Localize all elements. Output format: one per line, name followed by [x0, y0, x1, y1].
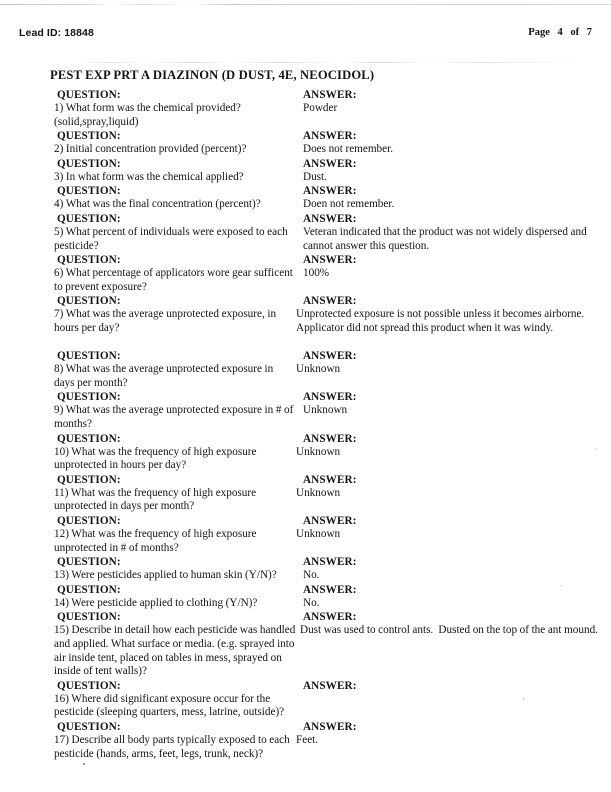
question-label: QUESTION:: [57, 350, 121, 363]
question-label: QUESTION:: [57, 583, 121, 596]
qa-block: [50, 679, 595, 720]
qa-block: [50, 129, 595, 157]
answer-label: ANSWER:: [303, 130, 357, 143]
qa-body-row: [50, 734, 595, 761]
qa-body-row: [50, 226, 595, 253]
qa-label-row: [50, 390, 595, 404]
answer-text: Unprotected exposure is not possible unless it becomes airborne. Applicator did not spread this product when it was windy.: [296, 308, 589, 334]
question-label: QUESTION:: [57, 130, 121, 143]
page-title: PEST EXP PRT A DIAZINON (D DUST, 4E, NEOCIDOL): [50, 68, 375, 82]
qa-label-row: [50, 349, 595, 363]
qa-block: [50, 253, 595, 294]
qa-block: [50, 349, 595, 390]
qa-label-row: [50, 88, 595, 102]
question-text: 10) What was the frequency of high exposure unprotected in hours per day?: [54, 445, 257, 472]
question-text: 11) What was the frequency of high exposure unprotected in days per month?: [54, 486, 257, 513]
question-text: 17) Describe all body parts typically exposed to each pesticide (hands, arms, feet, legs, trunk, neck)?: [54, 734, 290, 760]
question-label: QUESTION:: [57, 721, 121, 733]
question-text: 7) What was the average unprotected exposure, in hours per day?: [54, 308, 277, 334]
qa-body-row: [50, 198, 595, 212]
qa-label-row: [50, 583, 595, 597]
question-text: 9) What was the average unprotected exposure in # of months?: [54, 404, 294, 430]
question-label: QUESTION:: [57, 679, 121, 692]
qa-body-row: [50, 171, 595, 185]
answer-label: ANSWER:: [303, 89, 357, 101]
qa-label-row: [50, 294, 595, 308]
qa-block: [50, 720, 595, 761]
qa-block: [50, 157, 595, 185]
qa-label-row: [50, 432, 595, 446]
qa-block: [50, 583, 595, 611]
qa-label-row: [50, 514, 595, 528]
qa-block: [50, 514, 595, 555]
question-text: 15) Describe in detail how each pesticide was handled and applied. What surface or media. (e.g. sprayed into air inside tent, placed on tables in mess, sprayed on inside of tent walls)?: [54, 624, 296, 678]
question-text: 13) Were pesticides applied to human skin (Y/N)?: [54, 569, 277, 582]
qa-body-row: [50, 693, 595, 720]
qa-body-row: [50, 404, 595, 431]
answer-text: Dust.: [303, 170, 327, 183]
answer-text: Unknown: [296, 445, 341, 458]
qa-body-row: [50, 624, 598, 678]
qa-block: [50, 212, 595, 253]
question-label: QUESTION:: [57, 611, 121, 624]
qa-block: [50, 432, 595, 473]
answer-label: ANSWER:: [303, 473, 357, 486]
answer-text: No.: [303, 596, 320, 609]
page-label: Page: [528, 27, 550, 38]
answer-label: ANSWER:: [303, 254, 357, 267]
question-text: 14) Were pesticide applied to clothing (Y/N)?: [54, 596, 258, 609]
answer-text: Unknown: [296, 363, 341, 376]
qa-body-row: [50, 143, 595, 157]
scan-speck: [83, 763, 85, 765]
page-number: 4: [557, 27, 563, 38]
answer-label: ANSWER:: [303, 213, 357, 225]
answer-text: Dust was used to control ants. Dusted on the top of the ant mound.: [300, 624, 598, 637]
answer-text: Doen not remember.: [303, 198, 395, 211]
answer-text: Unknown: [296, 486, 341, 499]
qa-block: [50, 88, 595, 129]
qa-block: [50, 294, 595, 349]
question-text: 3) In what form was the chemical applied?: [54, 170, 244, 183]
lead-id: Lead ID: 18848: [19, 27, 94, 39]
question-text: 16) Where did significant exposure occur for the pesticide (sleeping quarters, mess, latrine, outside)?: [54, 692, 285, 719]
qa-label-row: [50, 720, 595, 734]
qa-label-row: [50, 679, 595, 693]
qa-label-row: [50, 555, 595, 569]
question-label: QUESTION:: [57, 432, 121, 445]
qa-body-row: [50, 528, 595, 555]
question-label: QUESTION:: [57, 157, 121, 170]
answer-text: Unknown: [303, 404, 348, 417]
answer-text: Does not remember.: [303, 143, 394, 156]
answer-label: ANSWER:: [303, 432, 357, 445]
answer-label: ANSWER:: [303, 391, 357, 404]
qa-body-row: [50, 363, 595, 390]
question-label: QUESTION:: [57, 295, 121, 308]
qa-block: [50, 555, 595, 583]
qa-label-row: [50, 610, 595, 624]
answer-text: Unknown: [296, 528, 341, 540]
answer-label: ANSWER:: [303, 611, 357, 624]
answer-label: ANSWER:: [303, 350, 357, 363]
answer-label: ANSWER:: [303, 185, 357, 198]
answer-text: Powder: [303, 102, 338, 114]
question-text: 2) Initial concentration provided (percent)?: [54, 143, 247, 156]
qa-list: [50, 88, 598, 761]
qa-block: [50, 390, 595, 431]
question-label: QUESTION:: [57, 254, 121, 267]
question-text: 1) What form was the chemical provided?(solid,spray,liquid): [54, 102, 241, 128]
answer-label: ANSWER:: [303, 157, 357, 170]
qa-body-row: [50, 446, 595, 473]
question-label: QUESTION:: [57, 473, 121, 486]
question-text: 4) What was the final concentration (percent)?: [54, 198, 261, 211]
question-label: QUESTION:: [57, 185, 121, 198]
question-text: 6) What percentage of applicators wore gear sufficent to prevent exposure?: [54, 267, 293, 293]
qa-label-row: [50, 253, 595, 267]
question-label: QUESTION:: [57, 213, 121, 225]
qa-body-row: [50, 597, 595, 611]
question-text: 5) What percent of individuals were exposed to each pesticide?: [54, 226, 288, 252]
qa-body-row: [50, 308, 595, 349]
qa-block: [50, 610, 598, 678]
scan-edge-top: [0, 4, 611, 5]
answer-text: 100%: [303, 267, 330, 280]
qa-body-row: [50, 487, 595, 514]
answer-label: ANSWER:: [303, 556, 357, 569]
answer-label: ANSWER:: [303, 295, 357, 308]
question-text: 8) What was the average unprotected exposure in days per month?: [54, 363, 274, 389]
qa-label-row: [50, 184, 595, 198]
qa-label-row: [50, 212, 595, 226]
page-total: 7: [586, 27, 592, 38]
answer-label: ANSWER:: [303, 515, 357, 527]
page-indicator: [528, 27, 592, 38]
qa-label-row: [50, 473, 595, 487]
answer-label: ANSWER:: [303, 721, 357, 733]
answer-label: ANSWER:: [303, 583, 357, 596]
question-text: 12) What was the frequency of high exposure unprotected in # of months?: [54, 528, 257, 554]
answer-text: No.: [303, 569, 320, 582]
qa-label-row: [50, 129, 595, 143]
qa-label-row: [50, 157, 595, 171]
page-header: [0, 27, 611, 43]
answer-label: ANSWER:: [303, 679, 357, 692]
qa-block: [50, 184, 595, 212]
question-label: QUESTION:: [57, 89, 121, 101]
question-label: QUESTION:: [57, 515, 121, 527]
question-label: QUESTION:: [57, 391, 121, 404]
scan-artifact-line: [80, 62, 580, 63]
qa-body-row: [50, 102, 595, 129]
answer-text: Veteran indicated that the product was not widely dispersed and cannot answer this question.: [303, 226, 590, 252]
qa-body-row: [50, 267, 595, 294]
answer-text: Feet.: [296, 734, 319, 746]
qa-body-row: [50, 569, 595, 583]
qa-block: [50, 473, 595, 514]
question-label: QUESTION:: [57, 556, 121, 569]
page-of-label: of: [570, 27, 580, 38]
